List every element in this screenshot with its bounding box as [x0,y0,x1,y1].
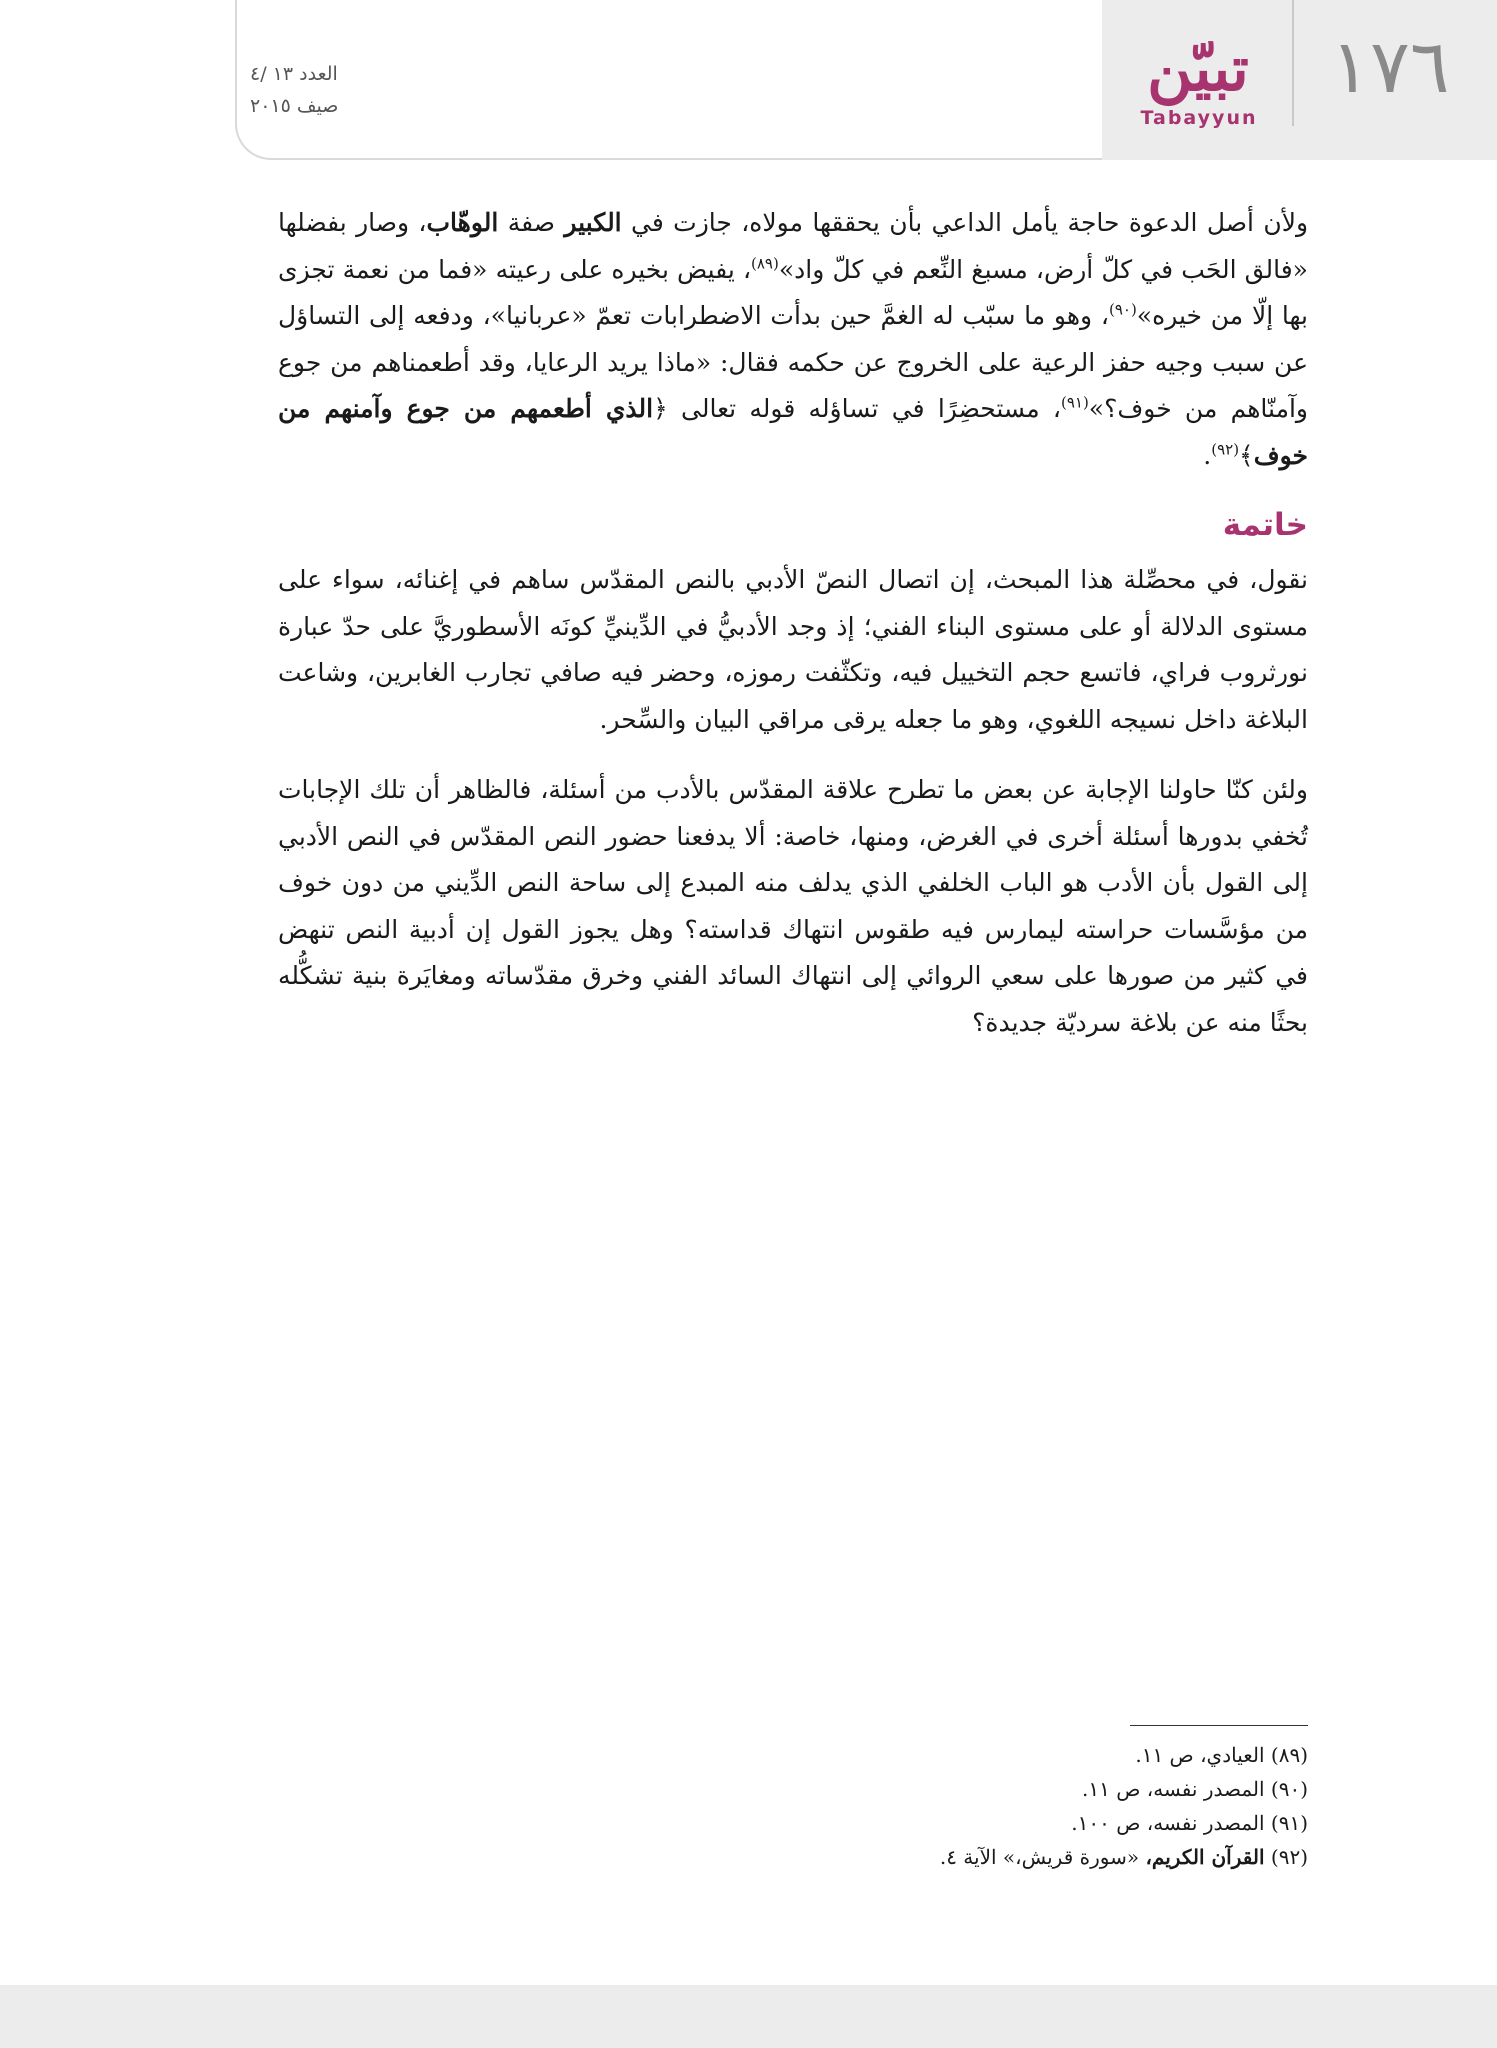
logo-latin-text: Tabayyun [1140,107,1258,129]
page-number: ١٧٦ [1330,24,1450,110]
paragraph-3: ولئن كنّا حاولنا الإجابة عن بعض ما تطرح علاقة المقدّس بالأدب من أسئلة، فالظاهر أن تلك الإجابات تُخفي بدورها أسئلة أخرى في الغرض، ومنها، خاصة: ألا يدفعنا حضور النص المقدّس في النص الأدبي إلى القول بأن الأدب هو الباب الخلفي الذي يدلف منه المبدع إلى ساحة النص الدِّيني من دون خوف من مؤسَّسات حراسته ليمارس فيه طقوس انتهاك قداسته؟ وهل يجوز القول إن أدبية النص تنهض في كثير من صورها على سعي الروائي إلى انتهاك السائد الفني وخرق مقدّساته ومغايَرة بنية تشكُّله بحثًا منه عن بلاغة سرديّة جديدة؟ [278,775,1308,1037]
issue-number: العدد ١٣ /٤ [250,63,338,85]
section-title: خاتمة [1222,507,1308,543]
footnote-ref[interactable]: (٨٩) [751,254,779,273]
quran-quote: الذي أطعمهم من جوع وآمنهم من خوف [278,394,1308,470]
paragraph-2: نقول، في محصِّلة هذا المبحث، إن اتصال النصّ الأدبي بالنص المقدّس ساهم في إغنائه، سواء على مستوى الدلالة أو على مستوى البناء الفني؛ إذ وجد الأدبيُّ في الدِّينيِّ كونَه الأسطوريَّ على حدّ عبارة نورثروب فراي، فاتسع حجم التخييل فيه، وتكثّفت رموزه، وحضر فيه صافي تجارب الغابرين، وشاعت البلاغة داخل نسيجه اللغوي، وهو ما جعله يرقى مراقي البيان والسِّحر. [278,565,1308,734]
bold-term: الوهّاب [426,208,499,237]
logo-arabic-text: تبيّن [1147,32,1249,105]
page-footer-band [0,1985,1497,2048]
bold-term: الكبير [564,208,622,237]
footnote: (٩٠) المصدر نفسه، ص ١١. [1082,1777,1308,1801]
header-divider [1292,0,1294,126]
footnote-ref[interactable]: (٩١) [1060,393,1089,412]
journal-logo [1118,30,1278,130]
issue-season: صيف ٢٠١٥ [250,95,339,117]
article-body [278,200,1308,1070]
footnote: (٩٢) القرآن الكريم، «سورة قريش،» الآية ٤. [939,1845,1308,1869]
footnote: (٩١) المصدر نفسه، ص ١٠٠. [1071,1811,1308,1835]
issue-info [250,58,410,122]
footnote: (٨٩) العيادي، ص ١١. [1135,1743,1308,1767]
footnote-ref[interactable]: (٩٢) [1211,440,1240,459]
footnotes [278,1725,1308,1874]
paragraph-1: ولأن أصل الدعوة حاجة يأمل الداعي بأن يحققها مولاه، جازت في الكبير صفة الوهّاب، وصار بفضلها «فالق الحَب في كلّ أرض، مسبغ النِّعم في كلّ واد»$^{(٨٩)}$، يفيض بخيره على رعيته «فما من نعمة تجزى بها إلّا من خيره»$^{(٩٠)}$، وهو ما سبّب له الغمَّ حين بدأت الاضطرابات تعمّ «عربانيا»، ودفعه إلى التساؤل عن سبب وجيه حفز الرعية على الخروج عن حكمه فقال: «ماذا يريد الرعايا، وقد أطعمناهم من جوع وآمنّاهم من خوف؟»$^{(٩١)}$، مستحضِرًا في تساؤله قوله تعالى ﴿الذي أطعمهم من جوع وآمنهم من خوف﴾$^{(٩٢)}$. [278,208,1309,470]
footnote-ref[interactable]: (٩٠) [1108,300,1137,319]
footnote-rule [1130,1725,1308,1726]
